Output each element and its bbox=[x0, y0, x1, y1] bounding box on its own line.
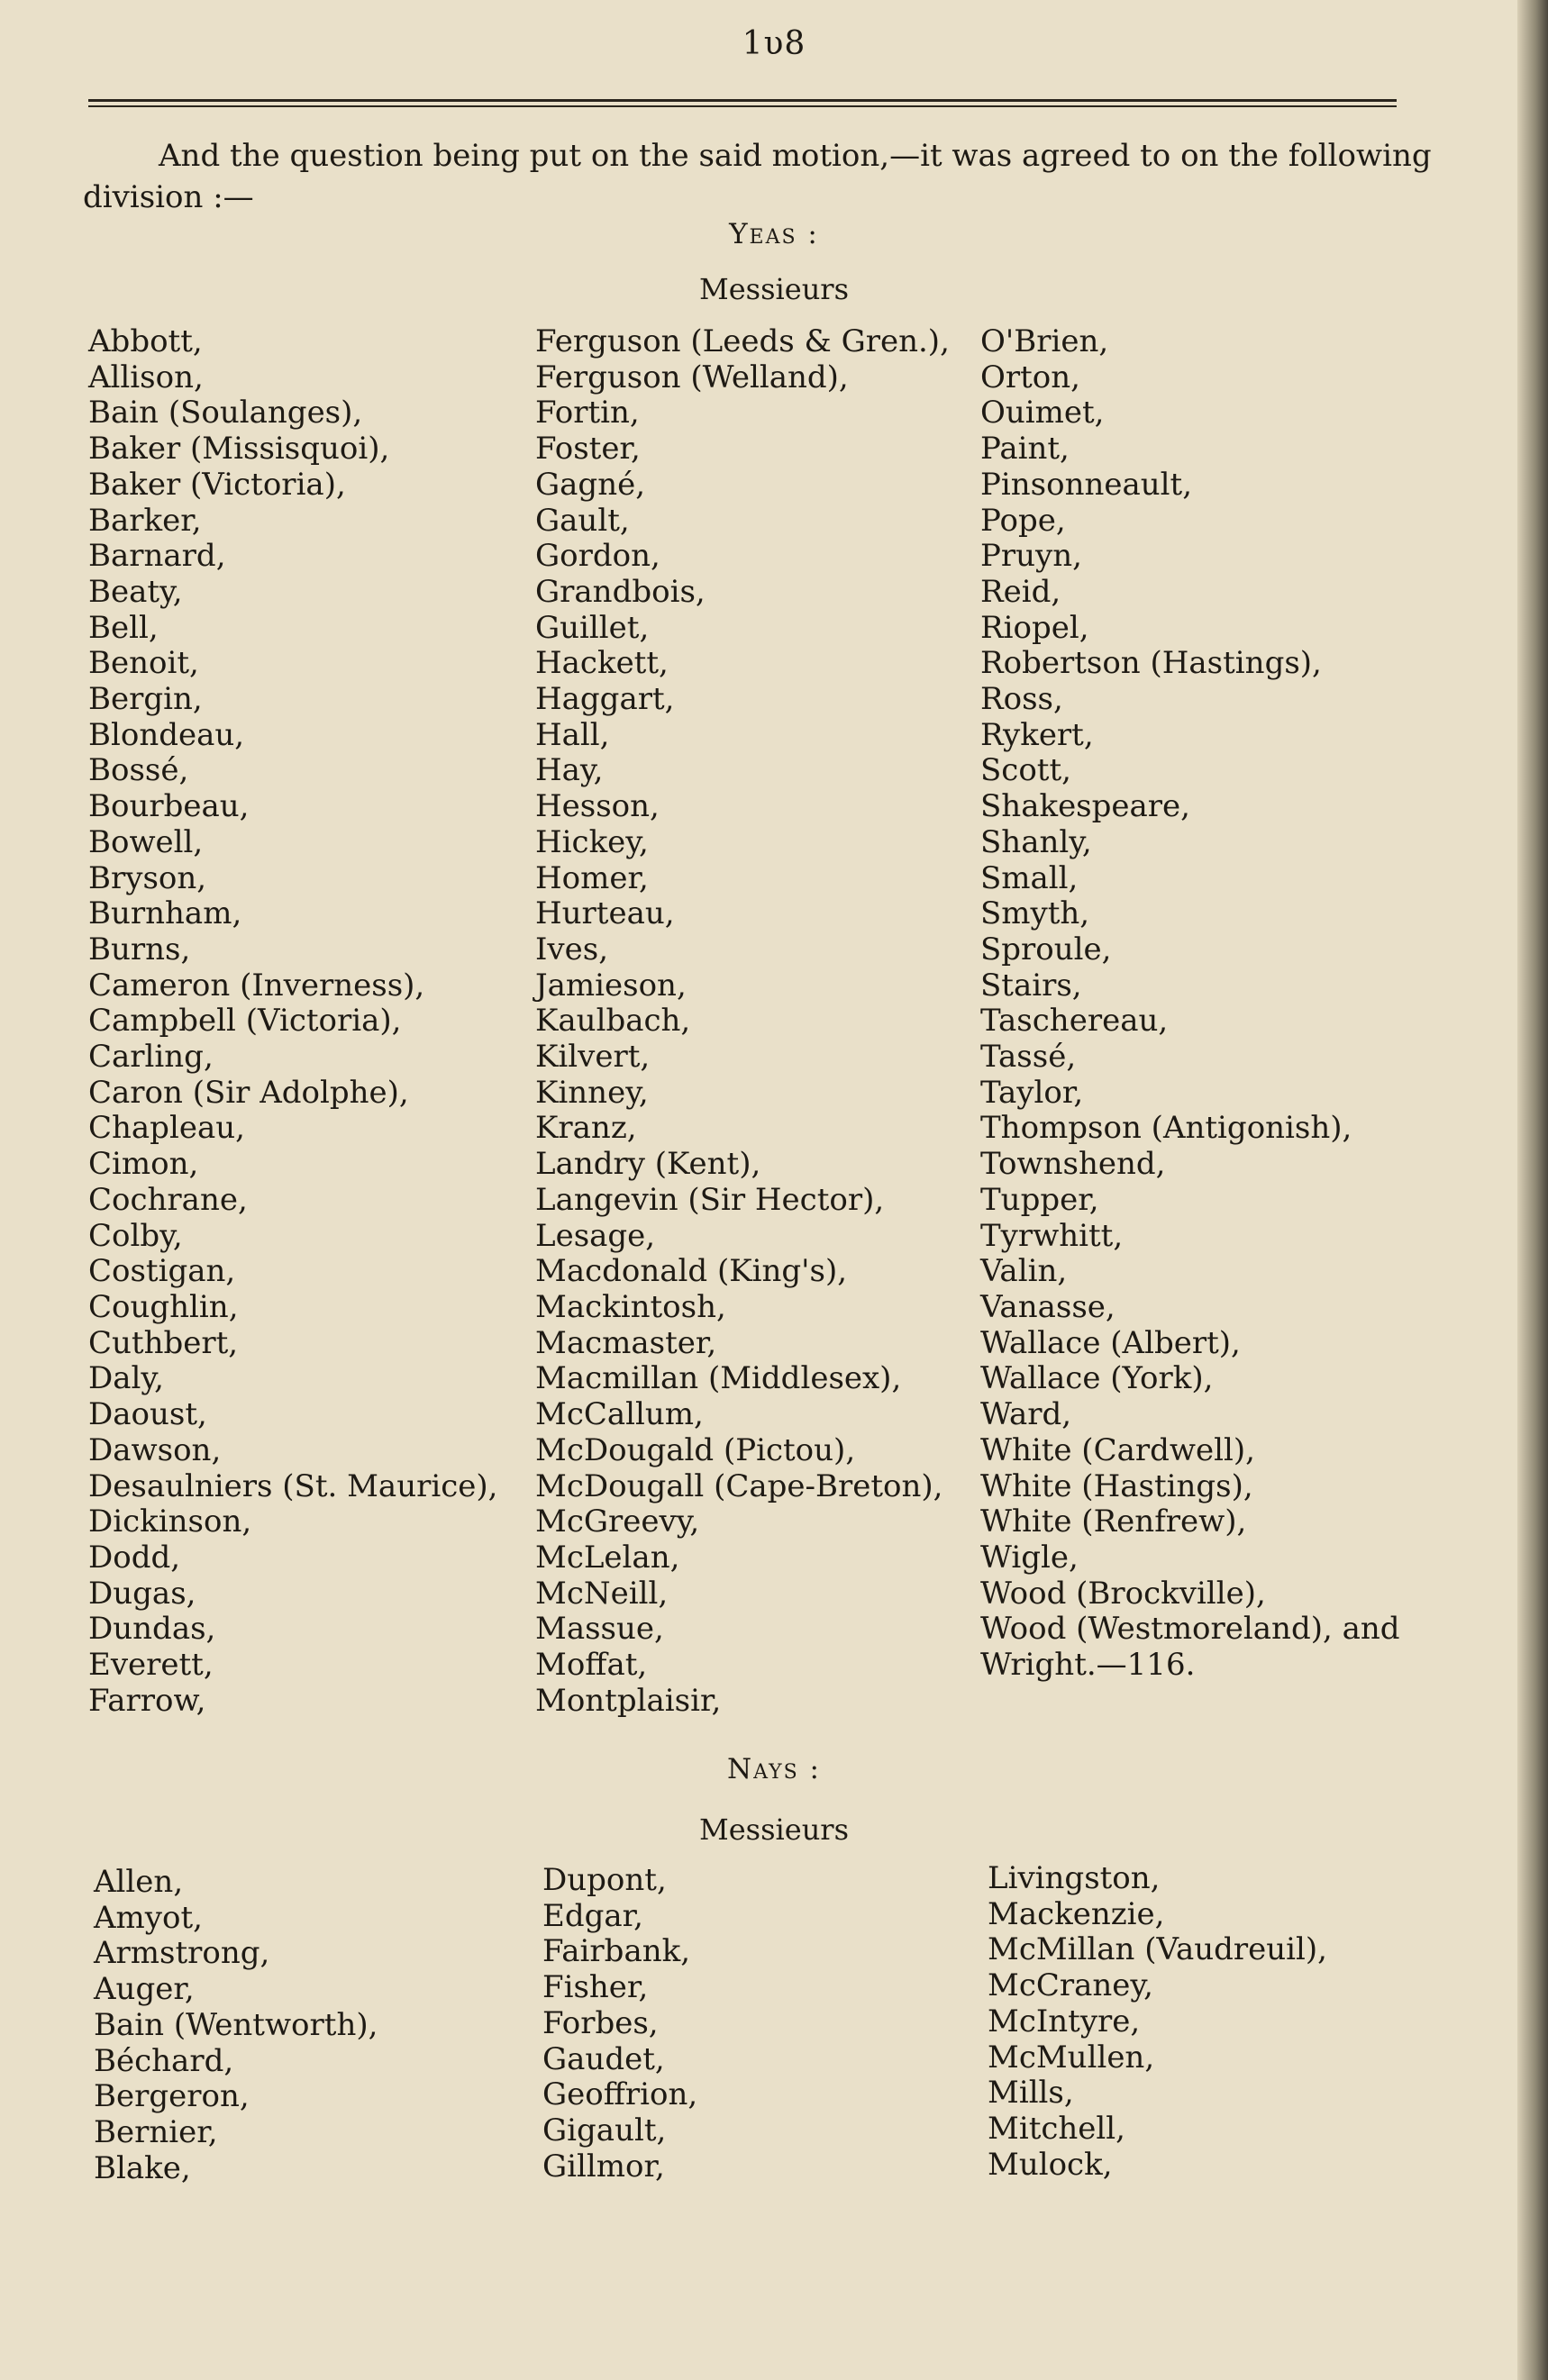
member-name: White (Hastings), bbox=[980, 1467, 1253, 1504]
nays-column-2 bbox=[542, 1863, 697, 2185]
member-name: Geoffrion, bbox=[542, 2076, 698, 2113]
member-name: Paint, bbox=[980, 431, 1070, 468]
member-name: Desaulniers (St. Maurice), bbox=[88, 1467, 498, 1504]
member-name: Robertson (Hastings), bbox=[980, 645, 1322, 682]
member-name: Grandbois, bbox=[535, 573, 706, 610]
member-name: Jamieson, bbox=[535, 967, 687, 1004]
member-name: Kilvert, bbox=[535, 1039, 651, 1076]
member-name: Gagné, bbox=[535, 466, 646, 503]
member-name: Stairs, bbox=[980, 967, 1082, 1004]
member-name: Costigan, bbox=[88, 1253, 236, 1290]
member-name: Fortin, bbox=[535, 395, 640, 431]
member-name: Guillet, bbox=[535, 609, 650, 646]
member-name: Caron (Sir Adolphe), bbox=[88, 1074, 409, 1111]
member-name: Taschereau, bbox=[980, 1003, 1169, 1040]
nays-column-1 bbox=[94, 1865, 378, 2186]
member-name: White (Renfrew), bbox=[980, 1503, 1247, 1540]
member-name: Livingston, bbox=[988, 1860, 1161, 1896]
member-name: Orton, bbox=[980, 359, 1080, 395]
member-name: Ives, bbox=[535, 931, 609, 967]
member-name: Moffat, bbox=[535, 1647, 648, 1684]
member-name: Townshend, bbox=[980, 1146, 1166, 1183]
member-name: Reid, bbox=[980, 573, 1061, 610]
member-name: Macmillan (Middlesex), bbox=[535, 1360, 902, 1397]
member-name: Beaty, bbox=[88, 573, 183, 610]
member-name: Mackintosh, bbox=[535, 1288, 726, 1325]
member-name: Gordon, bbox=[535, 538, 660, 575]
member-name: Cameron (Inverness), bbox=[88, 967, 425, 1004]
member-name: Rykert, bbox=[980, 716, 1094, 753]
member-name: Coughlin, bbox=[88, 1288, 239, 1325]
division-intro bbox=[83, 135, 1434, 218]
member-name: Hickey, bbox=[535, 823, 649, 860]
member-name: Foster, bbox=[535, 431, 641, 468]
member-name: Hackett, bbox=[535, 645, 669, 682]
member-name: Dodd, bbox=[88, 1539, 181, 1576]
member-name: Dundas, bbox=[88, 1611, 216, 1648]
member-name: Burnham, bbox=[88, 895, 242, 932]
member-name: Bain (Soulanges), bbox=[88, 395, 363, 431]
member-name: McGreevy, bbox=[535, 1503, 700, 1540]
page-binding-edge bbox=[1517, 0, 1548, 2380]
member-name: Baker (Missisquoi), bbox=[88, 431, 390, 468]
member-name: Wallace (Albert), bbox=[980, 1324, 1241, 1361]
member-name: Gillmor, bbox=[542, 2148, 665, 2185]
member-name: Sproule, bbox=[980, 931, 1112, 967]
member-name: Colby, bbox=[88, 1217, 183, 1254]
member-name: McDougald (Pictou), bbox=[535, 1431, 856, 1468]
member-name: Thompson (Antigonish), bbox=[980, 1110, 1352, 1147]
page-number: 1υ8 bbox=[742, 25, 806, 62]
member-name: Pinsonneault, bbox=[980, 466, 1192, 503]
member-name: Daly, bbox=[88, 1360, 164, 1397]
member-name: McDougall (Cape-Breton), bbox=[535, 1467, 943, 1504]
nays-column-3 bbox=[988, 1861, 1327, 2183]
member-name: Wigle, bbox=[980, 1539, 1079, 1576]
member-name: O'Brien, bbox=[980, 323, 1109, 359]
yeas-subheading: Messieurs bbox=[698, 272, 850, 306]
member-name: Kinney, bbox=[535, 1074, 649, 1111]
member-name: Lesage, bbox=[535, 1217, 656, 1254]
member-name: Tassé, bbox=[980, 1039, 1077, 1076]
member-name: Hay, bbox=[535, 752, 604, 789]
member-name: Tupper, bbox=[980, 1181, 1099, 1218]
member-name: Cochrane, bbox=[88, 1181, 248, 1218]
member-name: Burns, bbox=[88, 931, 191, 967]
member-name: McMillan (Vaudreuil), bbox=[988, 1931, 1327, 1968]
member-name: Everett, bbox=[88, 1647, 214, 1684]
member-name: Farrow, bbox=[88, 1682, 206, 1719]
member-name: Ward, bbox=[980, 1396, 1072, 1433]
member-name: Campbell (Victoria), bbox=[88, 1003, 402, 1040]
yeas-column-1 bbox=[88, 324, 497, 1719]
member-name: Dickinson, bbox=[88, 1503, 252, 1540]
member-name: Dupont, bbox=[542, 1862, 667, 1898]
member-name: Homer, bbox=[535, 859, 649, 896]
member-name: Ferguson (Welland), bbox=[535, 359, 849, 395]
member-name: Montplaisir, bbox=[535, 1682, 722, 1719]
yeas-heading: Yeas : bbox=[729, 218, 819, 250]
member-name: Forbes, bbox=[542, 2004, 659, 2041]
yeas-column-3 bbox=[980, 324, 1400, 1684]
member-name: Abbott, bbox=[88, 323, 203, 359]
yeas-column-2 bbox=[535, 324, 950, 1719]
member-name: Gault, bbox=[535, 502, 630, 539]
member-name: Allison, bbox=[88, 359, 204, 395]
member-name: Macdonald (King's), bbox=[535, 1253, 848, 1290]
member-name: Scott, bbox=[980, 752, 1071, 789]
member-name: Kaulbach, bbox=[535, 1003, 691, 1040]
member-name: Wright.—116. bbox=[980, 1647, 1196, 1684]
member-name: Barker, bbox=[88, 502, 202, 539]
member-name: Massue, bbox=[535, 1611, 664, 1648]
member-name: McLelan, bbox=[535, 1539, 680, 1576]
member-name: Haggart, bbox=[535, 681, 675, 718]
member-name: McIntyre, bbox=[988, 2003, 1141, 2039]
member-name: Cuthbert, bbox=[88, 1324, 239, 1361]
member-name: Hall, bbox=[535, 716, 610, 753]
member-name: Taylor, bbox=[980, 1074, 1084, 1111]
member-name: Smyth, bbox=[980, 895, 1090, 932]
member-name: Hesson, bbox=[535, 788, 660, 825]
member-name: Bain (Wentworth), bbox=[94, 2006, 378, 2043]
member-name: Bernier, bbox=[94, 2113, 218, 2150]
nays-subheading: Messieurs bbox=[698, 1812, 850, 1847]
member-name: Riopel, bbox=[980, 609, 1089, 646]
member-name: Fisher, bbox=[542, 1969, 649, 2006]
member-name: Mulock, bbox=[988, 2146, 1113, 2183]
member-name: Shakespeare, bbox=[980, 788, 1190, 825]
member-name: Vanasse, bbox=[980, 1288, 1115, 1325]
member-name: Daoust, bbox=[88, 1396, 207, 1433]
member-name: Ross, bbox=[980, 681, 1063, 718]
member-name: Béchard, bbox=[94, 2042, 234, 2079]
member-name: Langevin (Sir Hector), bbox=[535, 1181, 885, 1218]
member-name: Benoit, bbox=[88, 645, 199, 682]
member-name: Carling, bbox=[88, 1039, 214, 1076]
member-name: Pruyn, bbox=[980, 538, 1082, 575]
member-name: Barnard, bbox=[88, 538, 226, 575]
member-name: Pope, bbox=[980, 502, 1066, 539]
member-name: Mackenzie, bbox=[988, 1895, 1165, 1932]
member-name: Bergin, bbox=[88, 681, 203, 718]
member-name: Bryson, bbox=[88, 859, 207, 896]
header-rule bbox=[88, 99, 1397, 102]
member-name: Bourbeau, bbox=[88, 788, 250, 825]
member-name: Edgar, bbox=[542, 1897, 643, 1934]
member-name: Ouimet, bbox=[980, 395, 1105, 431]
member-name: Allen, bbox=[94, 1864, 184, 1900]
member-name: Baker (Victoria), bbox=[88, 466, 346, 503]
member-name: McNeill, bbox=[535, 1575, 669, 1612]
member-name: Armstrong, bbox=[94, 1935, 270, 1972]
member-name: Auger, bbox=[94, 1971, 195, 2008]
member-name: Gigault, bbox=[542, 2112, 667, 2148]
member-name: Wallace (York), bbox=[980, 1360, 1214, 1397]
member-name: Gaudet, bbox=[542, 2040, 665, 2077]
member-name: Shanly, bbox=[980, 823, 1092, 860]
member-name: Tyrwhitt, bbox=[980, 1217, 1124, 1254]
member-name: Valin, bbox=[980, 1253, 1068, 1290]
member-name: Blake, bbox=[94, 2149, 191, 2186]
member-name: Chapleau, bbox=[88, 1110, 245, 1147]
member-name: Amyot, bbox=[94, 1899, 203, 1936]
member-name: Mills, bbox=[988, 2075, 1074, 2112]
member-name: Ferguson (Leeds & Gren.), bbox=[535, 323, 950, 359]
nays-heading: Nays : bbox=[726, 1753, 821, 1785]
member-name: Bergeron, bbox=[94, 2078, 250, 2115]
member-name: Wood (Brockville), bbox=[980, 1575, 1266, 1612]
member-name: Mitchell, bbox=[988, 2110, 1125, 2147]
division-intro-text: And the question being put on the said motion,—it was agreed to on the following division :— bbox=[83, 138, 1432, 215]
member-name: Small, bbox=[980, 859, 1079, 896]
member-name: Fairbank, bbox=[542, 1933, 691, 1970]
member-name: Cimon, bbox=[88, 1146, 199, 1183]
header-rule-secondary bbox=[88, 105, 1397, 107]
member-name: McCallum, bbox=[535, 1396, 704, 1433]
member-name: Bossé, bbox=[88, 752, 189, 789]
member-name: McCraney, bbox=[988, 1967, 1153, 2004]
member-name: Macmaster, bbox=[535, 1324, 717, 1361]
member-name: McMullen, bbox=[988, 2039, 1155, 2076]
member-name: Bowell, bbox=[88, 823, 204, 860]
member-name: Dugas, bbox=[88, 1575, 196, 1612]
member-name: Wood (Westmoreland), and bbox=[980, 1611, 1400, 1648]
member-name: Landry (Kent), bbox=[535, 1146, 761, 1183]
member-name: Kranz, bbox=[535, 1110, 637, 1147]
member-name: White (Cardwell), bbox=[980, 1431, 1255, 1468]
member-name: Hurteau, bbox=[535, 895, 675, 932]
member-name: Blondeau, bbox=[88, 716, 245, 753]
member-name: Dawson, bbox=[88, 1431, 222, 1468]
member-name: Bell, bbox=[88, 609, 159, 646]
